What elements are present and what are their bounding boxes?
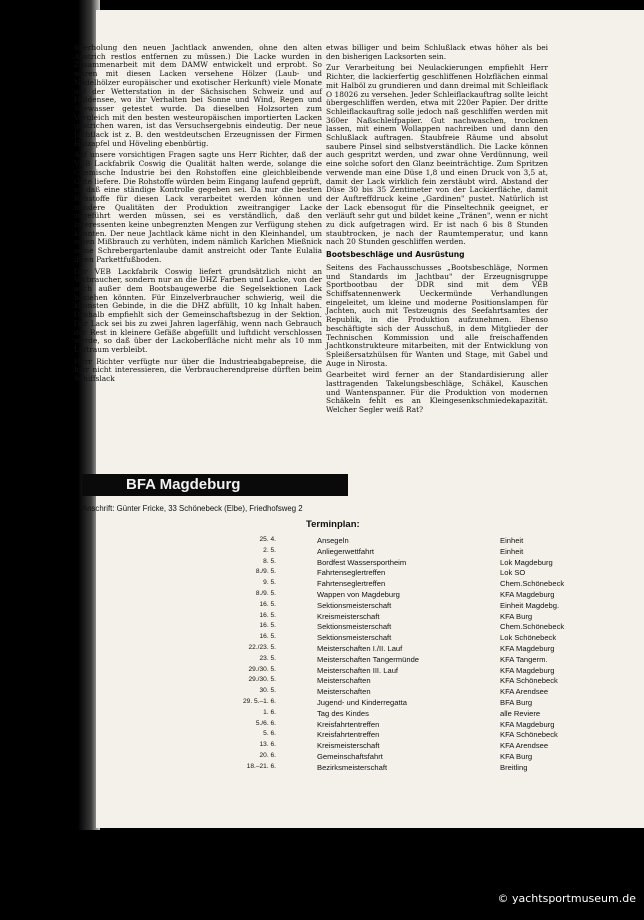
schedule-date: 5. 6. xyxy=(263,730,276,738)
schedule-row xyxy=(218,752,618,763)
schedule-row xyxy=(218,579,618,590)
schedule-organizer: KFA Tangerm. xyxy=(500,654,548,664)
article-paragraph: Auf unsere vorsichtigen Fragen sagte uns Herr Richter, daß der VEB Lackfabrik Coswig die Qualität halten werde, solange die Chemische Industrie bei den Rohstoffen eine gleichbleibende Güte liefere. Die Rohstoffe würden beim Eingang laufend geprüft, so daß eine ständige Kontrolle gegeben sei. Da nur die besten Rohstoffe für diesen Lack verarbeitet werden können und mindere Qualitäten der Produktion zweitrangiger Lacke zugeführt werden müssen, sei es verständlich, daß den Interessenten keine unbegrenzten Mengen zur Verfügung stehen könnten. Der neue Jachtlack käme nicht in den Kleinhandel, um einen Mißbrauch zu verhüten, indem nämlich Karlchen Mießnick seine Schrebergartenlaube damit anstreicht oder Tante Eulalia ihren Parkettfußboden. xyxy=(74,150,322,264)
schedule-event: Meisterschaften III. Lauf xyxy=(317,665,399,675)
article-paragraph: Herr Richter verfügte nur über die Industrieabgabepreise, die hier nicht interessieren, die Verbraucherendpreise dürften beim Schiffslack xyxy=(74,356,322,384)
schedule-date: 29./30. 5. xyxy=(248,676,276,684)
schedule-row xyxy=(218,622,618,633)
schedule-organizer: Einheit xyxy=(500,546,524,556)
schedule-event: Tag des Kindes xyxy=(317,708,369,718)
schedule-date: 16. 5. xyxy=(259,622,276,630)
schedule-event: Kreismeisterschaft xyxy=(317,741,380,751)
section-banner: BFA Magdeburg xyxy=(82,474,348,496)
schedule-row xyxy=(218,741,618,752)
schedule-organizer: Lok Schönebeck xyxy=(500,633,557,643)
article-paragraph: etwas billiger und beim Schlußlack etwas höher als bei den bisherigen Lacksorten sein. xyxy=(326,43,548,61)
schedule-organizer: KFA Magdeburg xyxy=(500,589,555,599)
schedule-date: 2. 5. xyxy=(263,546,276,554)
schedule-organizer: KFA Burg xyxy=(500,751,533,761)
schedule-organizer: KFA Burg xyxy=(500,611,533,621)
schedule-organizer: Einheit xyxy=(500,536,524,545)
schedule-title: Terminplan: xyxy=(306,519,360,530)
schedule-date: 25. 4. xyxy=(259,536,276,543)
schedule-row xyxy=(218,698,618,709)
schedule-event: Sektionsmeisterschaft xyxy=(317,633,392,643)
contact-address: Anschrift: Günter Fricke, 33 Schönebeck (Elbe), Friedhofsweg 2 xyxy=(82,504,303,513)
schedule-organizer: alle Reviere xyxy=(500,708,541,718)
schedule-table xyxy=(218,536,618,774)
schedule-row xyxy=(218,763,618,774)
schedule-date: 16. 5. xyxy=(259,633,276,641)
schedule-organizer: KFA Arendsee xyxy=(500,741,549,751)
schedule-event: Fahrtenseglertreffen xyxy=(317,579,386,589)
schedule-event: Wappen von Magdeburg xyxy=(317,589,400,599)
schedule-date: 8. 5. xyxy=(263,557,276,565)
article-paragraph: Der VEB Lackfabrik Coswig liefert grundsätzlich nicht an Verbraucher, sondern nur an die DHZ Farben und Lacke, von der auch außer dem Bootsbaugewerbe die Segelsektionen Lack beziehen könnten. Für Einzelverbraucher schwierig, weil die kleinsten Gebinde, in die die DHZ abfüllt, 10 kg Inhalt haben. Deshalb empfiehlt sich der Gemeinschaftsbezug in der Sektion. Der Lack sei bis zu zwei Jahren lagerfähig, wenn nach Gebrauch der Rest in kleinere Gefäße abgefüllt und luftdicht verschlossen werde, so daß über der Lackoberfläche nicht mehr als 10 mm Luftraum verbleibt. xyxy=(74,266,322,354)
schedule-row xyxy=(218,568,618,579)
schedule-event: Jugend- und Kinderregatta xyxy=(317,697,407,707)
schedule-row xyxy=(218,720,618,731)
schedule-date: 9. 5. xyxy=(263,579,276,587)
schedule-event: Anliegerwettfahrt xyxy=(317,546,374,556)
schedule-date: 13. 6. xyxy=(259,741,276,749)
schedule-date: 23. 5. xyxy=(259,654,276,662)
article-paragraph: Zur Verarbeitung bei Neulackierungen empfiehlt Herr Richter, die lackierfertig geschliffenen Holzflächen einmal mit Halböl zu grundieren und dann dreimal mit Schleiflack O 18026 zu versehen. Jeder Schleiflackauftrag sollte leicht übergeschliffen werden, etwa mit 220er Papier. Der dritte Schleiflackauftrag solle jedoch naß geschliffen werden mit 360er Naßschleifpapier. Gut nachwaschen, trocknen lassen, mit einem Wollappen nachreiben und dann den Schlußlack auftragen. Staubfreie Räume und absolut saubere Pinsel sind selbstverständlich. Die Lacke können auch gespritzt werden, und zwar ohne Verdünnung, weil eine solche sofort den Glanz beeinträchtige. Zum Spritzen verwende man eine Düse 1,8 und einen Druck von 3,5 at, damit der Lack wirklich fein zerstäubt wird. Abstand der Düse 30 bis 35 Zentimeter von der Lackierfläche, damit der Auftreffdruck keine „Gardinen" pustet. Natürlich ist der Lack ebensogut für die Pinseltechnik geeignet, er verläuft sehr gut und bildet keine „Tränen", wenn er nicht zu dick aufgetragen wird. Er ist nach 6 bis 8 Stunden staubtrocken, je nach der Raumtemperatur, und kann nach 20 Stunden geschliffen werden. xyxy=(326,63,548,247)
schedule-date: 22./23. 5. xyxy=(248,643,276,651)
schedule-date: 8./9. 5. xyxy=(255,568,276,576)
schedule-event: Ansegeln xyxy=(317,536,349,545)
schedule-date: 5./6. 6. xyxy=(255,719,276,727)
schedule-date: 16. 5. xyxy=(259,600,276,608)
schedule-event: Sektionsmeisterschaft xyxy=(317,600,392,610)
schedule-event: Kreisfahrtentreffen xyxy=(317,719,380,729)
schedule-date: 18.–21. 6. xyxy=(246,762,276,770)
schedule-row xyxy=(218,655,618,666)
article-paragraph: Gearbeitet wird ferner an der Standardisierung aller lasttragenden Takelungsbeschläge, Schäkel, Kauschen und Wantenspanner. Für die Produktion von modernen Schäkeln fehlt es an Kleingesenkschmiedekapazität. Welcher Segler weiß Rat? xyxy=(326,370,548,415)
schedule-date: 20. 6. xyxy=(259,751,276,759)
schedule-date: 29./30. 5. xyxy=(248,665,276,673)
schedule-event: Meisterschaften xyxy=(317,676,371,686)
schedule-organizer: Einheit Magdebg. xyxy=(500,600,560,610)
schedule-organizer: Chem.Schönebeck xyxy=(500,579,565,589)
section-heading: Bootsbeschläge und Ausrüstung xyxy=(326,250,465,260)
watermark: © yachtsportmuseum.de xyxy=(497,892,636,905)
schedule-row xyxy=(218,536,618,547)
schedule-event: Bezirksmeisterschaft xyxy=(317,762,388,772)
article-paragraph: Seitens des Fachausschusses „Bootsbeschläge, Normen und Standards im Jachtbau" der Erzeugnisgruppe Sportbootbau der DDR sind mit dem VEB Schiffsatennenwerk Ueckermünde Verhandlungen eingeleitet, um kleine und moderne Positionslampen für Jachten, auch mit Testzeugnis des Seefahrtsamtes der Republik, in die Produktion aufzunehmen. Ebenso beschäftigte sich der Ausschuß, in dem Mitglieder der Technischen Kommission und alle freischaffenden Jachtkonstrukteure mitarbeiten, mit der Entwicklung von Spleißersatzhülsen für Wanten und Stage, mit Gabel und Auge in Nirosta. xyxy=(326,262,548,368)
schedule-date: 16. 5. xyxy=(259,611,276,619)
schedule-organizer: KFA Magdeburg xyxy=(500,719,555,729)
schedule-event: Sektionsmeisterschaft xyxy=(317,622,392,632)
article-left-column xyxy=(74,44,322,387)
schedule-organizer: KFA Magdeburg xyxy=(500,665,555,675)
schedule-row xyxy=(218,709,618,720)
schedule-row xyxy=(218,633,618,644)
schedule-row xyxy=(218,601,618,612)
schedule-organizer: Lok SO xyxy=(500,568,526,578)
schedule-date: 30. 5. xyxy=(259,687,276,695)
schedule-row xyxy=(218,612,618,623)
schedule-event: Fahrtenseglertreffen xyxy=(317,568,386,578)
schedule-organizer: KFA Magdeburg xyxy=(500,643,555,653)
schedule-row xyxy=(218,676,618,687)
schedule-date: 8./9. 5. xyxy=(255,589,276,597)
schedule-event: Meisterschaften I./II. Lauf xyxy=(317,643,403,653)
schedule-event: Gemeinschaftsfahrt xyxy=(317,751,383,761)
schedule-organizer: KFA Arendsee xyxy=(500,687,549,697)
schedule-event: Bordfest Wassersportheim xyxy=(317,557,407,567)
schedule-row xyxy=(218,730,618,741)
schedule-row xyxy=(218,590,618,601)
schedule-event: Kreismeisterschaft xyxy=(317,611,380,621)
schedule-organizer: KFA Schönebeck xyxy=(500,676,558,686)
schedule-row xyxy=(218,558,618,569)
schedule-date: 29. 5.–1. 6. xyxy=(243,697,276,705)
schedule-organizer: Lok Magdeburg xyxy=(500,557,553,567)
schedule-organizer: KFA Schönebeck xyxy=(500,730,558,740)
schedule-row xyxy=(218,644,618,655)
schedule-row xyxy=(218,547,618,558)
schedule-organizer: Chem.Schönebeck xyxy=(500,622,565,632)
schedule-event: Meisterschaften Tangermünde xyxy=(317,654,420,664)
article-right-column xyxy=(326,44,548,418)
schedule-row xyxy=(218,666,618,677)
schedule-row xyxy=(218,687,618,698)
schedule-organizer: Breitling xyxy=(500,762,528,772)
schedule-organizer: BFA Burg xyxy=(500,697,533,707)
schedule-event: Meisterschaften xyxy=(317,687,371,697)
schedule-date: 1. 6. xyxy=(263,708,276,716)
article-paragraph: überholung den neuen Jachtlack anwenden, ohne den alten Anstrich restlos entfernen zu müssen.) Die Lacke wurden in Zusammenarbeit mit dem DAMW entwickelt und erprobt. So waren mit diesen Lacken versehene Hölzer (Laub- und Nadelhölzer europäischer und exotischer Herkunft) viele Monate auf der Wetterstation in der Sächsischen Schweiz und auf Hiddensee, wo ihr Verhalten bei Sonne und Wind, Regen und Seewasser getestet wurde. Da dieselben Holzsorten zum Vergleich mit den besten westeuropäischen importierten Lacken gestrichen waren, ist das Versuchsergebnis eindeutig. Der neue Jachtlack ist z. B. den westdeutschen Erzeugnissen der Firmen Holzapfel und Höveling ebenbürtig. xyxy=(74,43,322,148)
schedule-event: Kreisfahrtentreffen xyxy=(317,730,380,740)
